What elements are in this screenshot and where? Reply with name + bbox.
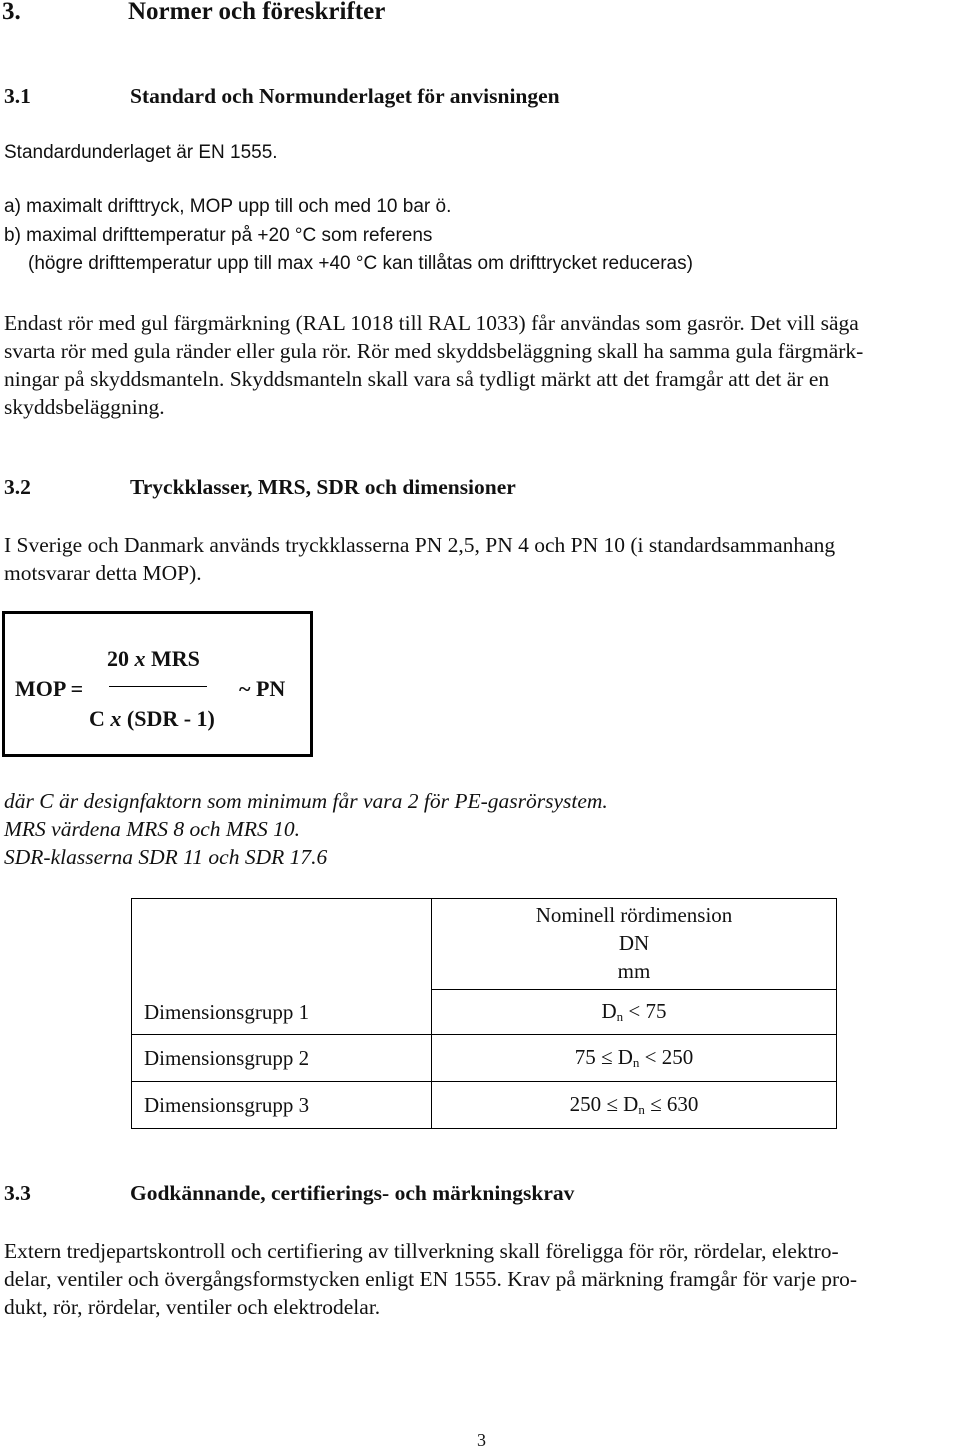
header-line: DN [618,931,650,955]
subsection-heading-3-2 [4,475,516,500]
page-number: 3 [477,1430,486,1450]
range-text: ≤ 630 [644,1092,699,1116]
paragraph-line: skyddsbeläggning. [4,395,165,419]
color-marking-paragraph [4,309,949,421]
subsection-number: 3.2 [4,475,31,499]
dimension-range [432,1035,837,1082]
formula-times: x [134,646,146,671]
paragraph-line: svarta rör med gula ränder eller gula rör. Rör med skyddsbeläggning skall ha samma gula färgmärk- [4,339,864,363]
paragraph-line: dukt, rör, rördelar, ventiler och elektrodelar. [4,1295,381,1319]
header-line: mm [617,959,651,983]
standard-intro: Standardunderlaget är EN 1555. [4,142,278,163]
list-item-b: b) maximal drifttemperatur på +20 °C som referens [4,225,433,246]
formula-notes [4,787,608,871]
formula-numerator-text: MRS [145,646,200,671]
range-subscript: n [616,1009,624,1024]
range-subscript: n [638,1102,645,1117]
formula-denominator [89,706,215,732]
table-row [132,1035,837,1082]
formula-times: x [110,706,122,731]
formula-denominator-text: (SDR - 1) [121,706,215,731]
formula-denominator-text: C [89,706,111,731]
range-text: 250 ≤ D [569,1092,639,1116]
table-row [132,990,837,1035]
list-item-a: a) maximalt drifttryck, MOP upp till och med 10 bar ö. [4,196,452,217]
subsection-title: Godkännande, certifierings- och märkningskrav [130,1181,575,1205]
table-header-row [132,899,837,990]
pressure-class-paragraph [4,531,949,587]
certification-paragraph [4,1237,949,1321]
table-header-empty-cell [132,899,432,990]
formula-numerator-text: 20 [107,646,135,671]
subsection-heading-3-1 [4,84,560,109]
mop-formula-box [2,611,313,757]
dimension-range [432,1082,837,1129]
list-item-b-note: (högre drifttemperatur upp till max +40 °C kan tillåtas om drifttrycket reduceras) [28,253,693,274]
paragraph-line: I Sverige och Danmark används tryckklasserna PN 2,5, PN 4 och PN 10 (i standardsammanhang [4,533,836,557]
section-number: 3. [2,0,21,25]
formula-numerator [107,646,200,672]
formula-lhs: MOP = [15,676,84,701]
dimension-range [432,990,837,1035]
subsection-title: Standard och Normunderlaget för anvisningen [130,84,560,108]
note-line: där C är designfaktorn som minimum får vara 2 för PE-gasrörsystem. [4,789,608,813]
dimension-table [131,898,837,1129]
paragraph-line: Endast rör med gul färgmärkning (RAL 1018 till RAL 1033) får användas som gasrör. Det vill säga [4,311,859,335]
table-header-cell [432,899,837,990]
note-line: SDR-klasserna SDR 11 och SDR 17.6 [4,845,328,869]
paragraph-line: ningar på skyddsmanteln. Skyddsmanteln skall vara så tydligt märkt att det framgår att det är en [4,367,830,391]
dimension-group-label: Dimensionsgrupp 1 [132,990,432,1035]
fraction-line [109,686,207,687]
section-title: Normer och föreskrifter [128,0,386,25]
paragraph-line: Extern tredjepartskontroll och certifiering av tillverkning skall föreligga för rör, rördelar, elektro- [4,1239,839,1263]
table-row [132,1082,837,1129]
range-text: 75 ≤ D [574,1045,633,1069]
subsection-title: Tryckklasser, MRS, SDR och dimensioner [130,475,516,499]
paragraph-line: motsvarar detta MOP). [4,561,202,585]
subsection-heading-3-3 [4,1181,574,1206]
range-text: < 75 [623,999,667,1023]
section-heading [2,0,385,26]
range-text: D [601,999,617,1023]
note-line: MRS värdena MRS 8 och MRS 10. [4,817,300,841]
range-subscript: n [632,1055,640,1070]
dimension-group-label: Dimensionsgrupp 2 [132,1035,432,1082]
dimension-group-label: Dimensionsgrupp 3 [132,1082,432,1129]
header-line: Nominell rördimension [535,903,733,927]
paragraph-line: delar, ventiler och övergångsformstycken enligt EN 1555. Krav på märkning framgår för varje pro- [4,1267,858,1291]
subsection-number: 3.3 [4,1181,31,1205]
range-text: < 250 [639,1045,694,1069]
formula-rhs: ~ PN [239,676,286,701]
subsection-number: 3.1 [4,84,31,108]
